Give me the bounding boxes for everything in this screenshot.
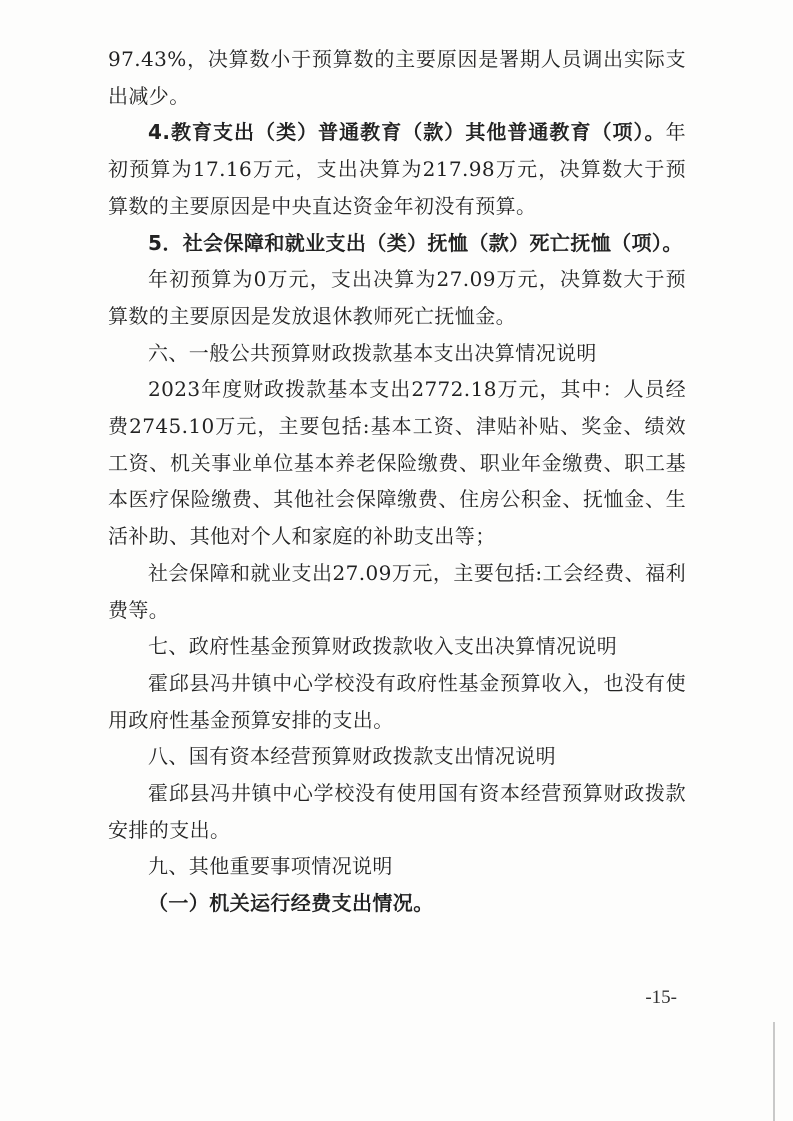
section-6-body-1: 2023年度财政拨款基本支出2772.18万元，其中：人员经费2745.10万元，主要包括:基本工资、津贴补贴、奖金、绩效工资、机关事业单位基本养老保险缴费、职业年金缴费、职工基本医疗保险缴费、其他社会保障缴费、住房公积金、抚恤金、生活补助、其他对个人和家庭的补助支出等； [108,377,686,549]
section-6-body-2: 社会保障和就业支出27.09万元，主要包括:工会经费、福利费等。 [108,560,686,622]
section-7-body: 霍邱县冯井镇中心学校没有政府性基金预算收入，也没有使用政府性基金预算安排的支出。 [108,670,686,732]
item-4-title: 4.教育支出（类）普通教育（款）其他普通教育（项）。 [148,120,666,145]
section-9-subheading: （一）机关运行经费支出情况。 [148,891,434,916]
page-body [108,41,686,922]
item-5-body: 年初预算为0万元，支出决算为27.09万元，决算数大于预算数的主要原因是发放退休教师死亡抚恤金。 [108,267,686,328]
page-number: -15- [645,987,677,1008]
paragraph-continuation: 97.43%，决算数小于预算数的主要原因是署期人员调出实际支出减少。 [108,47,686,108]
item-4-paragraph [108,114,686,224]
section-8-heading: 八、国有资本经营预算财政拨款支出情况说明 [148,744,556,769]
scan-edge-line [773,1022,775,1121]
item-5-title: 5．社会保障和就业支出（类）抚恤（款）死亡抚恤（项）。 [148,230,683,255]
section-6-heading: 六、一般公共预算财政拨款基本支出决算情况说明 [148,340,597,365]
section-9-heading: 九、其他重要事项情况说明 [148,854,393,879]
section-8-body: 霍邱县冯井镇中心学校没有使用国有资本经营预算财政拨款安排的支出。 [108,781,686,842]
section-7-heading: 七、政府性基金预算财政拨款收入支出决算情况说明 [148,634,618,659]
item-4-body: 年初预算为17.16万元，支出决算为217.98万元，决算数大于预算数的主要原因是中央直达资金年初没有预算。 [108,120,686,218]
